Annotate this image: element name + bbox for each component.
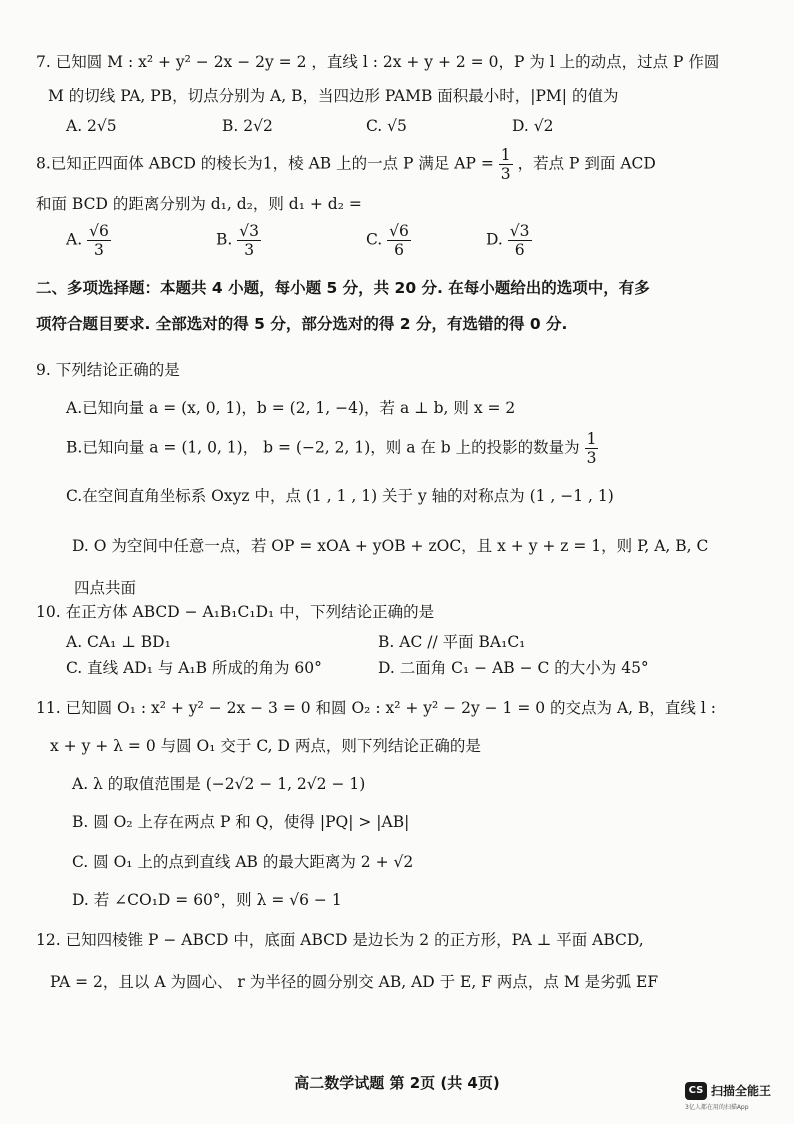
q9-option-a: A.已知向量 a = (x, 0, 1)，b = (2, 1, −4)，若 a ⊥ b, 则 x = 2 bbox=[66, 399, 516, 417]
q8-option-a bbox=[66, 222, 111, 259]
q8-option-d-num: √3 bbox=[509, 222, 530, 240]
q7-option-d: D. √2 bbox=[512, 117, 554, 135]
q10-option-b: B. AC // 平面 BA₁C₁ bbox=[378, 633, 526, 651]
q8-option-d-frac bbox=[508, 222, 532, 259]
q8-line1-pre: 8.已知正四面体 ABCD 的棱长为1，棱 AB 上的一点 P 满足 AP = bbox=[36, 154, 494, 173]
q8-option-d-den: 6 bbox=[514, 241, 525, 259]
q8-option-d bbox=[486, 222, 532, 259]
q8-frac-den: 3 bbox=[500, 165, 511, 183]
q11-line1: 11. 已知圆 O₁ : x² + y² − 2x − 3 = 0 和圆 O₂ : x² + y² − 2y − 1 = 0 的交点为 A, B，直线 l : bbox=[36, 699, 716, 717]
q8-option-c-den: 6 bbox=[394, 241, 404, 259]
q8-line1-post: ，若点 P 到面 ACD bbox=[517, 154, 656, 173]
q10-stem: 10. 在正方体 ABCD − A₁B₁C₁D₁ 中，下列结论正确的是 bbox=[36, 603, 435, 621]
q11-line2: x + y + λ = 0 与圆 O₁ 交于 C, D 两点，则下列结论正确的是 bbox=[50, 737, 481, 755]
q9-option-b-frac bbox=[585, 430, 599, 467]
q8-option-b-frac bbox=[237, 222, 261, 259]
q8-line1 bbox=[36, 146, 656, 183]
q8-line2: 和面 BCD 的距离分别为 d₁, d₂，则 d₁ + d₂ = bbox=[36, 195, 362, 213]
q10-option-a: A. CA₁ ⊥ BD₁ bbox=[66, 633, 171, 651]
q12-line2: PA = 2，且以 A 为圆心、 r 为半径的圆分别交 AB, AD 于 E, F 两点，点 M 是劣弧 EF bbox=[50, 973, 659, 991]
q8-option-d-label: D. bbox=[486, 230, 503, 249]
q8-option-a-den: 3 bbox=[94, 241, 104, 259]
q7-line1: 7. 已知圆 M : x² + y² − 2x − 2y = 2 ，直线 l : 2x + y + 2 = 0，P 为 l 上的动点，过点 P 作圆 bbox=[36, 53, 720, 71]
q8-option-b-num: √3 bbox=[239, 222, 260, 240]
q10-option-c: C. 直线 AD₁ 与 A₁B 所成的角为 60° bbox=[66, 659, 322, 677]
q8-option-c-frac bbox=[387, 222, 411, 259]
watermark-subtext: 3亿人都在用的扫描App bbox=[685, 1104, 749, 1111]
q8-option-a-num: √6 bbox=[89, 222, 109, 240]
q11-option-c: C. 圆 O₁ 上的点到直线 AB 的最大距离为 2 + √2 bbox=[72, 853, 414, 871]
page-footer: 高二数学试题 第 2页 (共 4页) bbox=[294, 1074, 500, 1092]
camscanner-logo-icon: CS bbox=[685, 1082, 707, 1100]
scanner-watermark bbox=[685, 1080, 790, 1116]
q8-option-c-label: C. bbox=[366, 230, 383, 249]
q7-line2: M 的切线 PA, PB，切点分别为 A, B，当四边形 PAMB 面积最小时，|PM| 的值为 bbox=[48, 87, 619, 105]
q9-option-d-line2: 四点共面 bbox=[74, 579, 137, 597]
q8-frac-num: 1 bbox=[500, 146, 511, 164]
q10-option-d: D. 二面角 C₁ − AB − C 的大小为 45° bbox=[378, 659, 649, 677]
q7-option-c: C. √5 bbox=[366, 117, 407, 135]
q9-option-c: C.在空间直角坐标系 Oxyz 中，点 (1 , 1 , 1) 关于 y 轴的对称点为 (1 , −1 , 1) bbox=[66, 487, 614, 505]
q7-option-a: A. 2√5 bbox=[66, 117, 117, 135]
section2-line1: 二、多项选择题：本题共 4 小题，每小题 5 分，共 20 分. 在每小题给出的选项中，有多 bbox=[36, 279, 650, 297]
q9-stem: 9. 下列结论正确的是 bbox=[36, 361, 180, 379]
q9-option-b-num: 1 bbox=[586, 430, 597, 448]
q8-option-b bbox=[216, 222, 261, 259]
q9-option-d-line1: D. O 为空间中任意一点，若 OP = xOA + yOB + zOC，且 x + y + z = 1，则 P, A, B, C bbox=[72, 537, 709, 555]
q9-option-b bbox=[66, 430, 598, 467]
q8-option-b-den: 3 bbox=[244, 241, 255, 259]
q12-line1: 12. 已知四棱锥 P − ABCD 中，底面 ABCD 是边长为 2 的正方形，PA ⊥ 平面 ABCD, bbox=[36, 931, 644, 949]
q11-option-a: A. λ 的取值范围是 (−2√2 − 1, 2√2 − 1) bbox=[72, 775, 366, 793]
q8-fraction bbox=[499, 146, 513, 183]
q11-option-b: B. 圆 O₂ 上存在两点 P 和 Q，使得 |PQ| > |AB| bbox=[72, 813, 410, 831]
watermark-text: 扫描全能王 bbox=[711, 1084, 772, 1098]
q8-option-c bbox=[366, 222, 411, 259]
q8-option-c-num: √6 bbox=[389, 222, 409, 240]
q11-option-d: D. 若 ∠CO₁D = 60°，则 λ = √6 − 1 bbox=[72, 891, 342, 909]
section2-line2: 项符合题目要求. 全部选对的得 5 分，部分选对的得 2 分，有选错的得 0 分. bbox=[36, 315, 568, 333]
q8-option-b-label: B. bbox=[216, 230, 233, 249]
q8-option-a-label: A. bbox=[66, 230, 83, 249]
q7-option-b: B. 2√2 bbox=[222, 117, 273, 135]
q8-option-a-frac bbox=[87, 222, 111, 259]
q9-option-b-text: B.已知向量 a = (1, 0, 1)， b = (−2, 2, 1)，则 a 在 b 上的投影的数量为 bbox=[66, 438, 580, 457]
q9-option-b-den: 3 bbox=[586, 449, 597, 467]
